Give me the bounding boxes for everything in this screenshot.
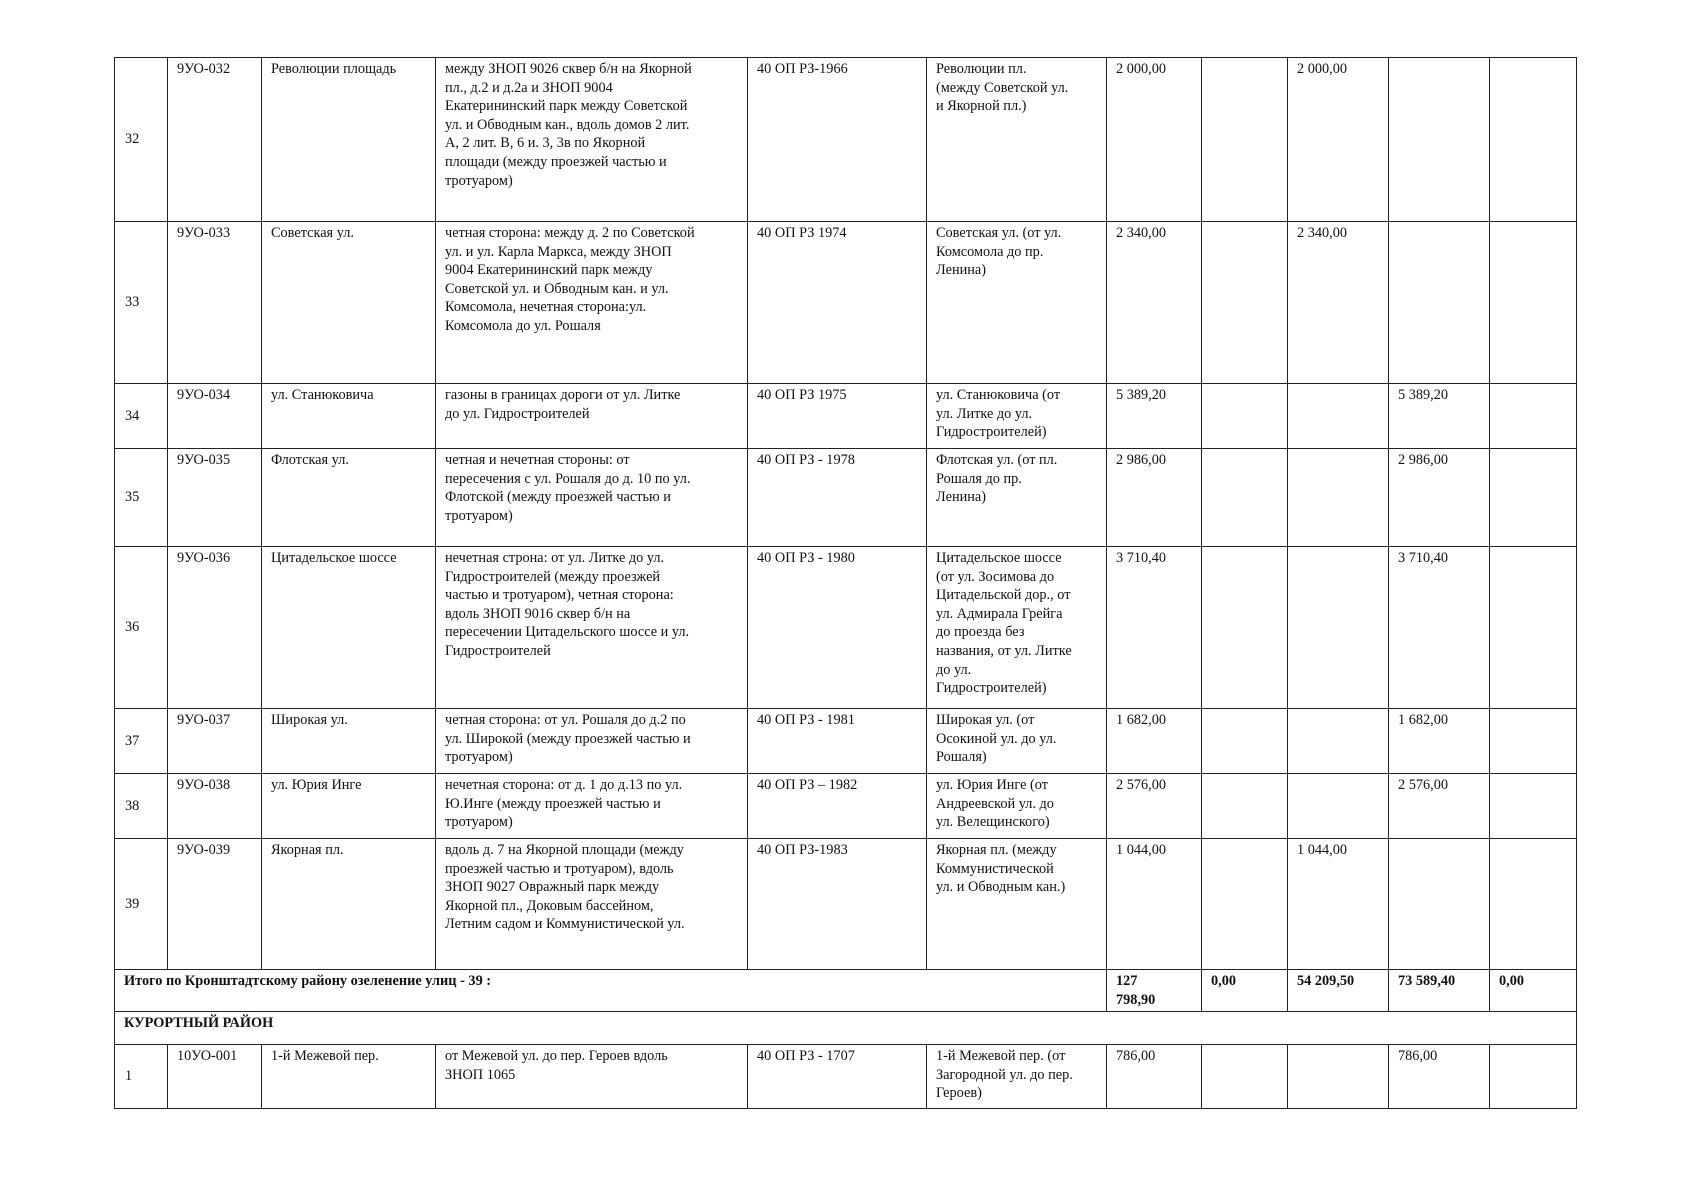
area-col-3: 1 682,00 [1389, 709, 1490, 774]
road-reference: 40 ОП РЗ - 1978 [748, 449, 927, 547]
area-col-4 [1490, 384, 1577, 449]
area-col-4 [1490, 449, 1577, 547]
street-section: Якорная пл. (между Коммунистической ул. и Обводным кан.) [927, 839, 1107, 970]
total-area: 1 044,00 [1107, 839, 1202, 970]
area-col-1 [1202, 839, 1288, 970]
object-code: 9УО-037 [168, 709, 262, 774]
area-col-1 [1202, 1045, 1288, 1109]
area-col-2: 1 044,00 [1288, 839, 1389, 970]
object-name: Цитадельское шоссе [262, 547, 436, 709]
total-label: Итого по Кронштадтскому району озеленение улиц - 39 : [115, 970, 1107, 1012]
road-reference: 40 ОП РЗ 1975 [748, 384, 927, 449]
object-name: ул. Станюковича [262, 384, 436, 449]
road-reference: 40 ОП РЗ - 1981 [748, 709, 927, 774]
area-col-1 [1202, 774, 1288, 839]
object-code: 9УО-038 [168, 774, 262, 839]
location-description: от Межевой ул. до пер. Героев вдоль ЗНОП 1065 [436, 1045, 748, 1109]
location-description: четная сторона: от ул. Рошаля до д.2 по ул. Широкой (между проезжей частью и тротуаром) [436, 709, 748, 774]
object-code: 10УО-001 [168, 1045, 262, 1109]
row-number: 1 [115, 1045, 168, 1109]
object-name: Советская ул. [262, 222, 436, 384]
row-number: 39 [115, 839, 168, 970]
table-row [115, 839, 1577, 970]
object-name: Широкая ул. [262, 709, 436, 774]
total-area: 2 576,00 [1107, 774, 1202, 839]
area-col-4 [1490, 222, 1577, 384]
row-number: 32 [115, 58, 168, 222]
document-page [114, 57, 1576, 1109]
location-description: четная сторона: между д. 2 по Советской ул. и ул. Карла Маркса, между ЗНОП 9004 Екатерининский парк между Советской ул. и Обводным кан. и ул. Комсомола, нечетная сторона:ул. Комсомола до ул. Рошаля [436, 222, 748, 384]
object-code: 9УО-035 [168, 449, 262, 547]
total-area: 2 340,00 [1107, 222, 1202, 384]
area-col-1 [1202, 547, 1288, 709]
area-col-4 [1490, 1045, 1577, 1109]
area-col-2: 2 340,00 [1288, 222, 1389, 384]
table-row [115, 547, 1577, 709]
object-code: 9УО-036 [168, 547, 262, 709]
area-col-2 [1288, 547, 1389, 709]
total-area: 3 710,40 [1107, 547, 1202, 709]
location-description: нечетная сторона: от д. 1 до д.13 по ул. Ю.Инге (между проезжей частью и тротуаром) [436, 774, 748, 839]
area-col-1 [1202, 58, 1288, 222]
area-col-4 [1490, 839, 1577, 970]
street-section: ул. Юрия Инге (от Андреевской ул. до ул. Велещинского) [927, 774, 1107, 839]
total-area: 2 986,00 [1107, 449, 1202, 547]
row-number: 38 [115, 774, 168, 839]
street-section: Революции пл. (между Советской ул. и Якорной пл.) [927, 58, 1107, 222]
table-row [115, 384, 1577, 449]
row-number: 35 [115, 449, 168, 547]
object-name: Флотская ул. [262, 449, 436, 547]
area-col-1 [1202, 222, 1288, 384]
total-col-3: 73 589,40 [1389, 970, 1490, 1012]
street-section: Широкая ул. (от Осокиной ул. до ул. Рошаля) [927, 709, 1107, 774]
row-number: 37 [115, 709, 168, 774]
location-description: вдоль д. 7 на Якорной площади (между проезжей частью и тротуаром), вдоль ЗНОП 9027 Овражный парк между Якорной пл., Доковым бассейном, Летним садом и Коммунистической ул. [436, 839, 748, 970]
area-col-2 [1288, 774, 1389, 839]
street-section: Цитадельское шоссе (от ул. Зосимова до Цитадельской дор., от ул. Адмирала Грейга до проезда без названия, от ул. Литке до ул. Гидростроителей) [927, 547, 1107, 709]
greening-table [114, 57, 1577, 1109]
row-number: 34 [115, 384, 168, 449]
road-reference: 40 ОП РЗ - 1707 [748, 1045, 927, 1109]
total-area: 786,00 [1107, 1045, 1202, 1109]
district-heading: КУРОРТНЫЙ РАЙОН [115, 1012, 1577, 1045]
area-col-3 [1389, 839, 1490, 970]
area-col-2: 2 000,00 [1288, 58, 1389, 222]
total-sum: 127 798,90 [1107, 970, 1202, 1012]
area-col-4 [1490, 58, 1577, 222]
total-col-4: 0,00 [1490, 970, 1577, 1012]
road-reference: 40 ОП РЗ – 1982 [748, 774, 927, 839]
location-description: газоны в границах дороги от ул. Литке до ул. Гидростроителей [436, 384, 748, 449]
street-section: 1-й Межевой пер. (от Загородной ул. до пер. Героев) [927, 1045, 1107, 1109]
table-row [115, 774, 1577, 839]
table-row [115, 449, 1577, 547]
row-number: 36 [115, 547, 168, 709]
road-reference: 40 ОП РЗ 1974 [748, 222, 927, 384]
area-col-3: 3 710,40 [1389, 547, 1490, 709]
object-name: ул. Юрия Инге [262, 774, 436, 839]
total-area: 1 682,00 [1107, 709, 1202, 774]
row-number: 33 [115, 222, 168, 384]
area-col-4 [1490, 774, 1577, 839]
total-area: 2 000,00 [1107, 58, 1202, 222]
road-reference: 40 ОП РЗ - 1980 [748, 547, 927, 709]
total-col-1: 0,00 [1202, 970, 1288, 1012]
section-header-row [115, 1012, 1577, 1045]
area-col-3 [1389, 58, 1490, 222]
road-reference: 40 ОП РЗ-1983 [748, 839, 927, 970]
object-code: 9УО-033 [168, 222, 262, 384]
area-col-3: 2 576,00 [1389, 774, 1490, 839]
area-col-4 [1490, 709, 1577, 774]
area-col-4 [1490, 547, 1577, 709]
table-row [115, 1045, 1577, 1109]
area-col-2 [1288, 449, 1389, 547]
total-area: 5 389,20 [1107, 384, 1202, 449]
area-col-3: 5 389,20 [1389, 384, 1490, 449]
table-row [115, 58, 1577, 222]
area-col-1 [1202, 449, 1288, 547]
object-code: 9УО-032 [168, 58, 262, 222]
street-section: Флотская ул. (от пл. Рошаля до пр. Ленина) [927, 449, 1107, 547]
table-row [115, 222, 1577, 384]
object-name: Якорная пл. [262, 839, 436, 970]
area-col-1 [1202, 384, 1288, 449]
area-col-2 [1288, 384, 1389, 449]
object-name: Революции площадь [262, 58, 436, 222]
road-reference: 40 ОП РЗ-1966 [748, 58, 927, 222]
area-col-2 [1288, 709, 1389, 774]
area-col-3: 786,00 [1389, 1045, 1490, 1109]
location-description: между ЗНОП 9026 сквер б/н на Якорной пл., д.2 и д.2а и ЗНОП 9004 Екатерининский парк между Советской ул. и Обводным кан., вдоль домов 2 лит. А, 2 лит. В, 6 и. 3, 3в по Якорной площади (между проезжей частью и тротуаром) [436, 58, 748, 222]
object-code: 9УО-039 [168, 839, 262, 970]
street-section: Советская ул. (от ул. Комсомола до пр. Ленина) [927, 222, 1107, 384]
table-body [115, 58, 1577, 1109]
street-section: ул. Станюковича (от ул. Литке до ул. Гидростроителей) [927, 384, 1107, 449]
area-col-2 [1288, 1045, 1389, 1109]
district-total-row [115, 970, 1577, 1012]
object-name: 1-й Межевой пер. [262, 1045, 436, 1109]
area-col-3 [1389, 222, 1490, 384]
area-col-3: 2 986,00 [1389, 449, 1490, 547]
object-code: 9УО-034 [168, 384, 262, 449]
area-col-1 [1202, 709, 1288, 774]
table-row [115, 709, 1577, 774]
total-col-2: 54 209,50 [1288, 970, 1389, 1012]
location-description: четная и нечетная стороны: от пересечения с ул. Рошаля до д. 10 по ул. Флотской (между проезжей частью и тротуаром) [436, 449, 748, 547]
location-description: нечетная строна: от ул. Литке до ул. Гидростроителей (между проезжей частью и тротуаром), четная сторона: вдоль ЗНОП 9016 сквер б/н на пересечении Цитадельского шоссе и ул. Гидростроителей [436, 547, 748, 709]
